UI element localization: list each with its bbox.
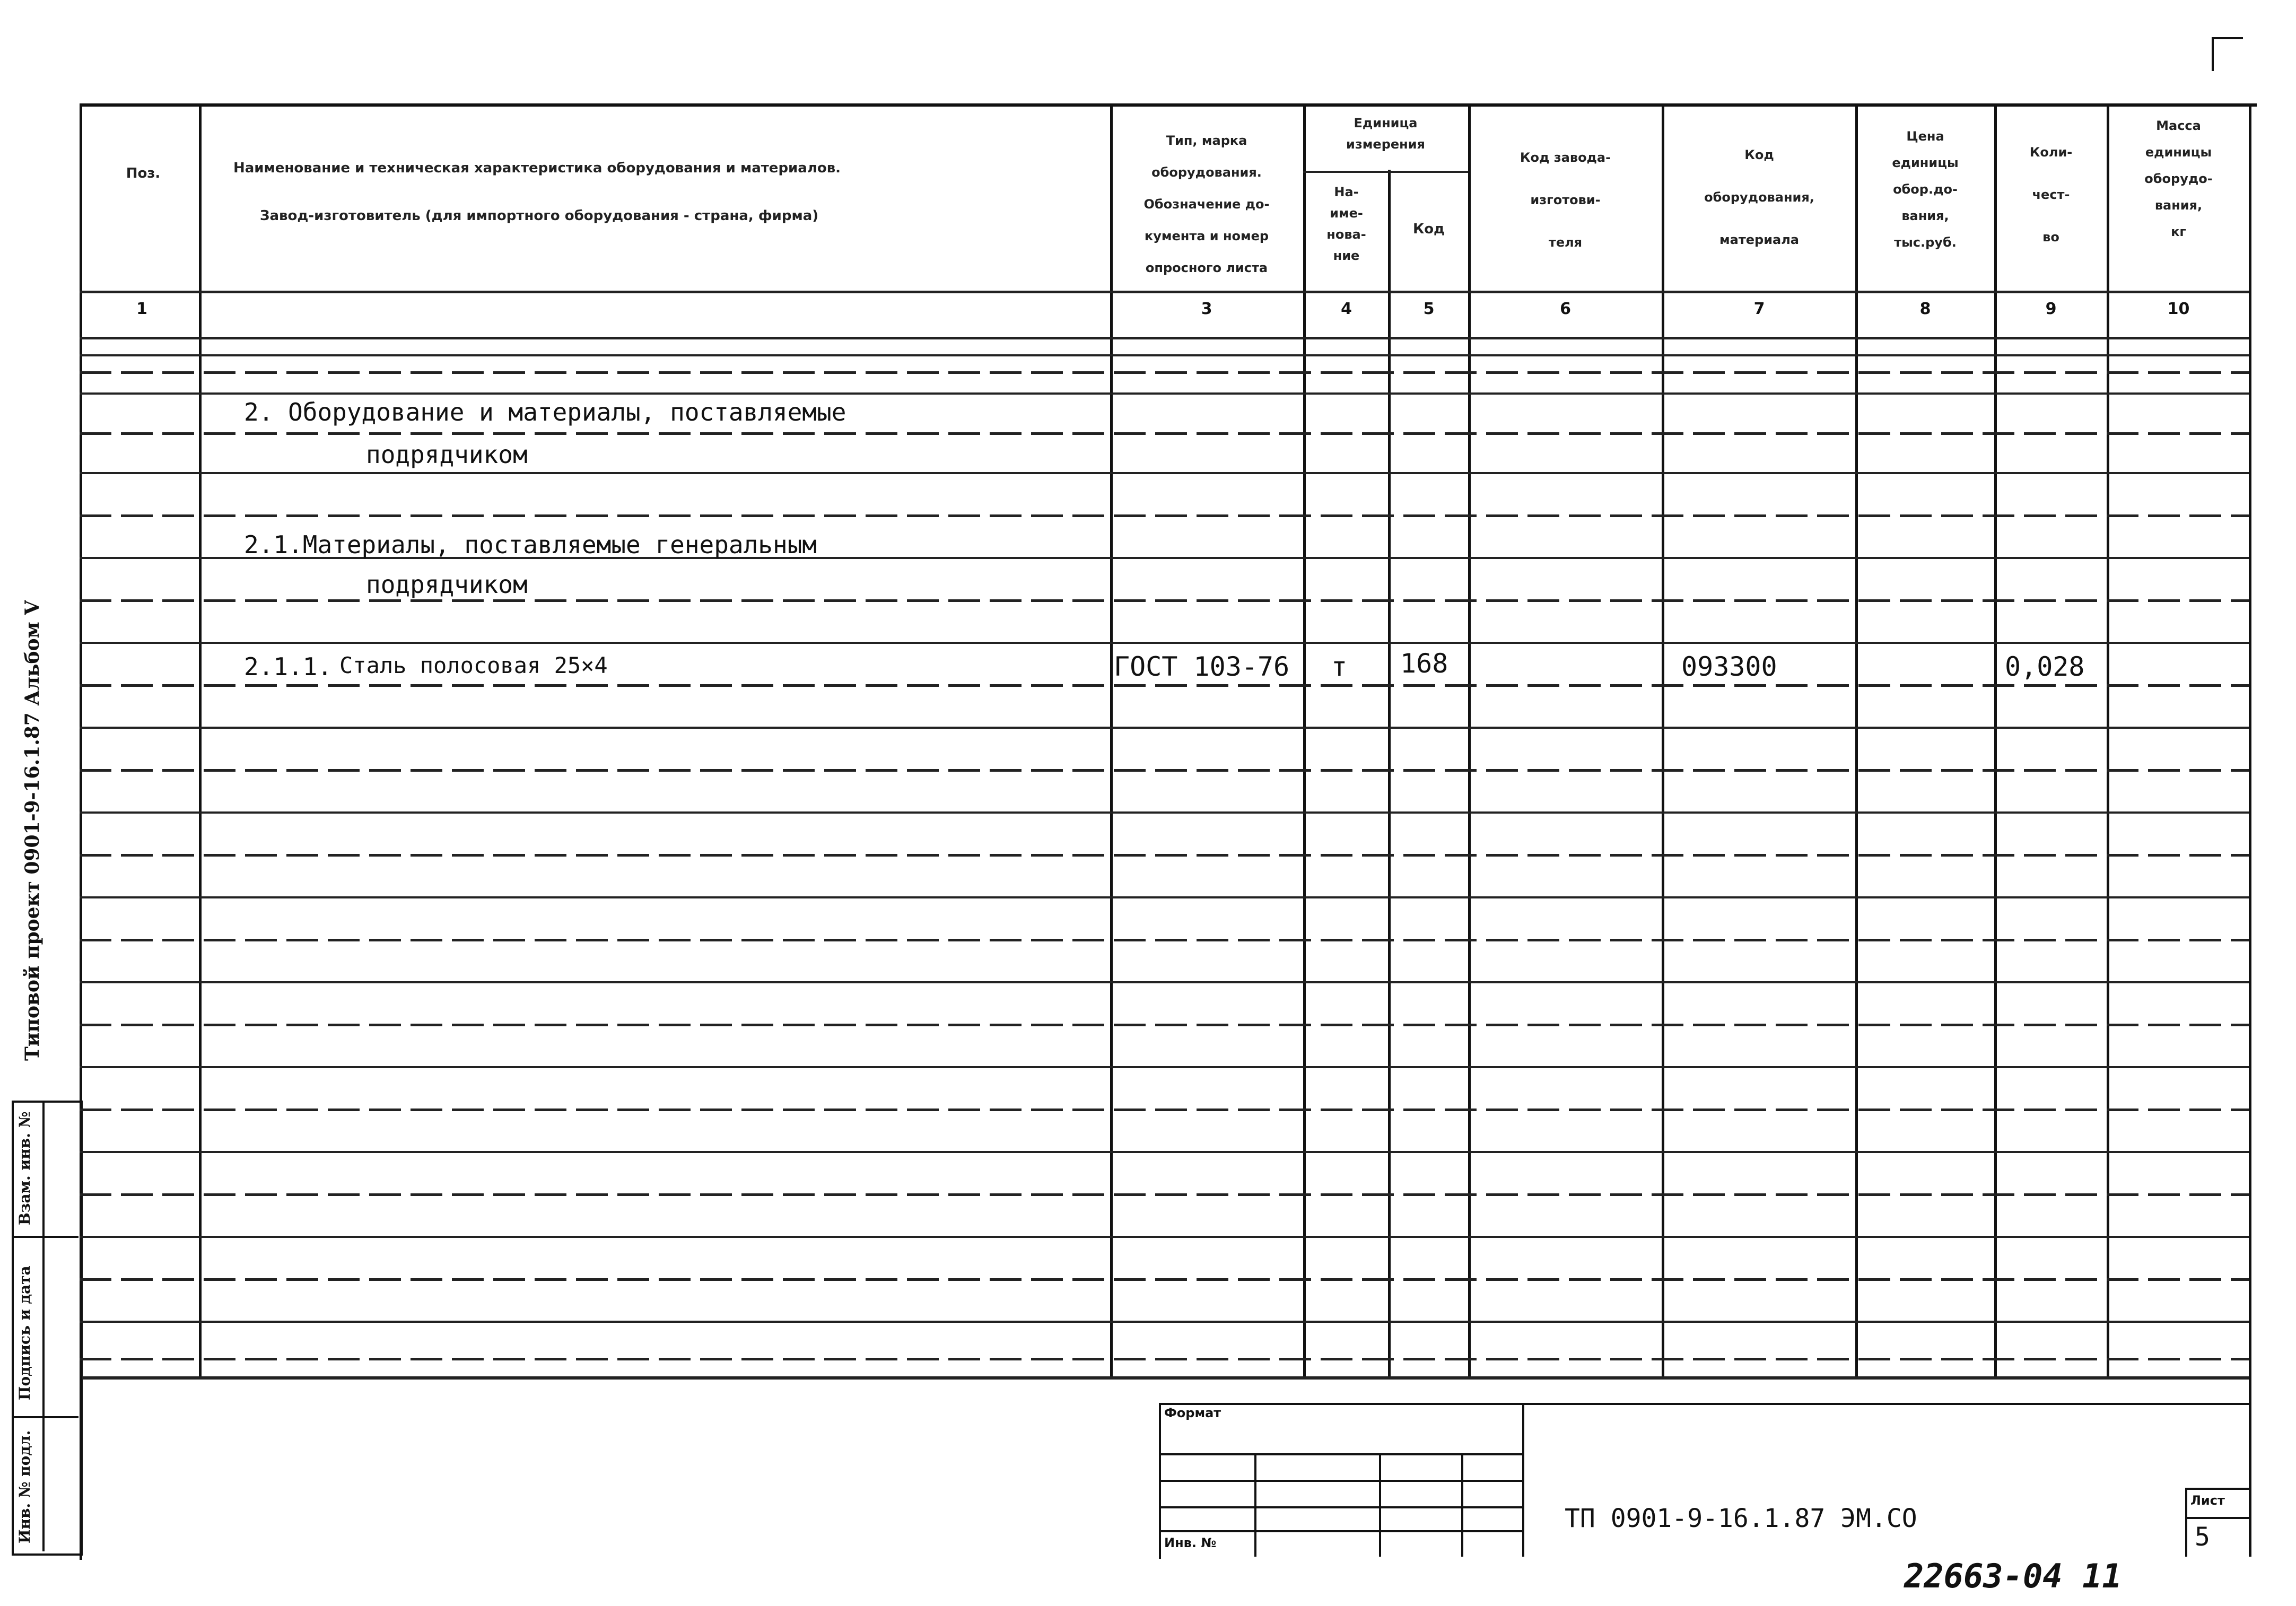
colnum-6: 6 [1560, 300, 1571, 318]
section-2-1-title-line1: 2.1.Материалы, поставляемые генеральным [244, 530, 817, 559]
item-type: ГОСТ 103-76 [1114, 651, 1290, 682]
header-mass-3: вания, [2154, 198, 2203, 213]
header-plant-code-0: Код завода- [1520, 150, 1611, 165]
table-row [80, 939, 2249, 941]
header-price-2: обор.до- [1893, 182, 1958, 197]
table-row [80, 1358, 2249, 1360]
colnum-8: 8 [1919, 300, 1931, 318]
item-quantity: 0,028 [2005, 651, 2085, 682]
header-type-3: кумента и номер [1144, 229, 1269, 243]
header-mass-1: единицы [2145, 145, 2212, 160]
header-unit-name-2: нова- [1326, 227, 1366, 242]
header-equipment-code-0: Код [1744, 147, 1774, 162]
item-unit-code: 168 [1400, 648, 1448, 679]
sheet-number: 5 [2195, 1522, 2210, 1552]
header-type-2: Обозначение до- [1143, 197, 1270, 212]
archive-number: 22663-04 11 [1904, 1557, 2122, 1595]
header-quantity-0: Коли- [2029, 145, 2073, 160]
sheet-label: Лист [2190, 1493, 2225, 1508]
table-row [80, 354, 2249, 356]
header-name-line1: Наименование и техническая характеристика оборудования и материалов. [233, 160, 841, 176]
table-row [80, 684, 2249, 687]
corner-mark [2212, 37, 2243, 71]
header-price-3: вания, [1901, 208, 1949, 223]
document-code: ТП 0901-9-16.1.87 ЭМ.СО [1565, 1504, 1917, 1533]
stamp-format-label: Формат [1164, 1406, 1221, 1420]
table-row [80, 811, 2249, 814]
header-unit-name-3: ние [1333, 248, 1360, 263]
table-row [80, 1066, 2249, 1068]
header-unit-name-0: На- [1334, 185, 1359, 199]
colnum-1: 1 [136, 300, 147, 318]
table-row [80, 727, 2249, 729]
colnum-4: 4 [1341, 300, 1352, 318]
header-type-0: Тип, марка [1166, 133, 1247, 148]
header-unit-group-0: Единица [1354, 116, 1418, 130]
table-row [80, 472, 2249, 474]
header-mass-2: оборудо- [2144, 171, 2213, 186]
specification-table [80, 103, 2257, 1560]
table-row [80, 1321, 2249, 1323]
section-2-1-title-line2: подрядчиком [366, 570, 528, 599]
item-material-code: 093300 [1681, 651, 1777, 682]
item-name: Сталь полосовая 25×4 [339, 652, 608, 678]
header-quantity-2: во [2042, 230, 2059, 245]
header-equipment-code-1: оборудования, [1704, 190, 1814, 205]
table-row [80, 514, 2249, 517]
colnum-3: 3 [1201, 300, 1212, 318]
table-row [80, 432, 2249, 435]
colnum-7: 7 [1753, 300, 1765, 318]
section-2-title-line1: 2. Оборудование и материалы, поставляемые [244, 398, 846, 426]
table-row [80, 1151, 2249, 1153]
table-row [80, 599, 2249, 602]
header-unit-name-1: име- [1330, 206, 1363, 221]
header-price-1: единицы [1892, 155, 1959, 170]
header-name-line2: Завод-изготовитель (для импортного оборудования - страна, фирма) [260, 208, 819, 224]
side-title: Типовой проект 0901-9-16.1.87 Альбом V [21, 600, 43, 1061]
table-row [80, 392, 2249, 395]
table-row [80, 896, 2249, 898]
section-2-title-line2: подрядчиком [366, 440, 528, 469]
side-stamp-inv: Инв. № подл. [16, 1430, 33, 1543]
table-row [80, 371, 2249, 374]
stamp-inv-label: Инв. № [1164, 1535, 1217, 1550]
table-row [80, 854, 2249, 857]
table-row [80, 1193, 2249, 1196]
side-stamp-signature: Подпись и дата [16, 1265, 33, 1400]
table-row [80, 981, 2249, 983]
item-unit: т [1331, 651, 1348, 682]
header-type-1: оборудования. [1151, 165, 1262, 180]
colnum-5: 5 [1423, 300, 1435, 318]
table-row [80, 1236, 2249, 1238]
item-position: 2.1.1. [244, 652, 333, 681]
table-row [80, 1278, 2249, 1281]
header-mass-4: кг [2171, 224, 2186, 239]
table-row [80, 1109, 2249, 1111]
colnum-2 [610, 300, 689, 318]
header-price-4: тыс.руб. [1894, 235, 1957, 250]
header-mass-0: Масса [2156, 118, 2201, 133]
table-row [80, 642, 2249, 644]
header-plant-code-1: изготови- [1530, 193, 1601, 207]
header-type-4: опросного листа [1145, 260, 1268, 275]
header-quantity-1: чест- [2032, 187, 2070, 202]
colnum-9: 9 [2045, 300, 2057, 318]
header-equipment-code-2: материала [1719, 232, 1799, 247]
header-price-0: Цена [1906, 129, 1944, 144]
colnum-10: 10 [2167, 300, 2190, 318]
header-unit-code: Код [1412, 221, 1445, 237]
table-row [80, 1024, 2249, 1026]
header-unit-group-1: измерения [1346, 137, 1425, 152]
header-position: Поз. [126, 165, 161, 181]
table-row [80, 769, 2249, 772]
side-stamp-replace: Взам. инв. № [16, 1111, 33, 1225]
header-plant-code-2: теля [1548, 235, 1583, 250]
